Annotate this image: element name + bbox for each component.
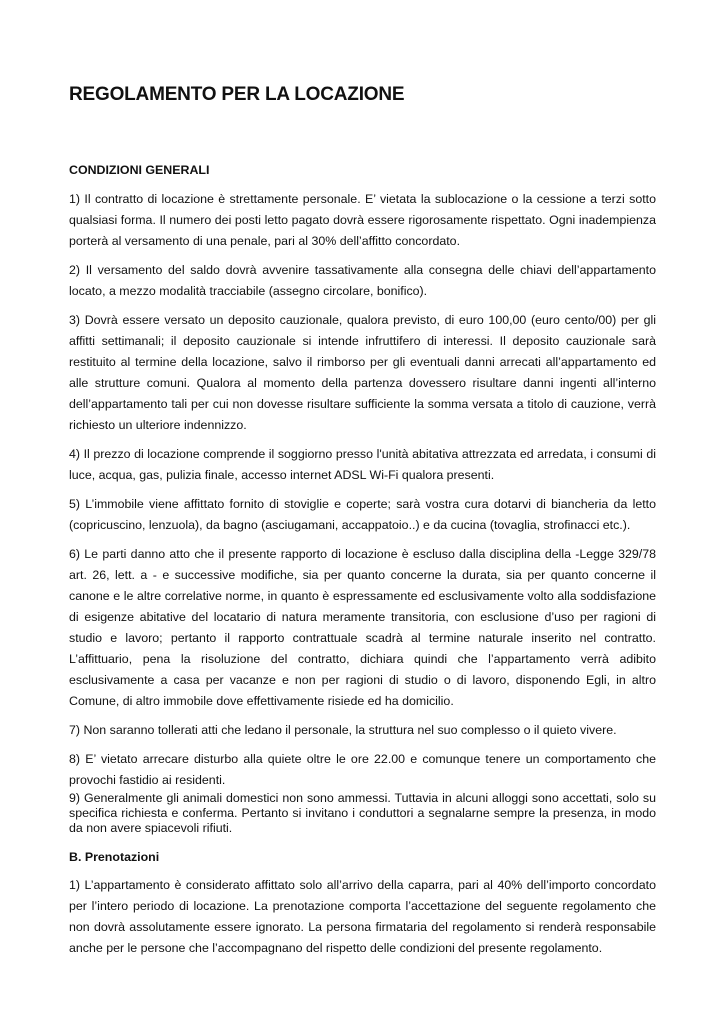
document-body	[69, 84, 656, 967]
paragraph-bookings-1: 1) L’appartamento è considerato affittato solo all’arrivo della caparra, pari al 40% dell’importo concordato per l’intero periodo di locazione. La prenotazione comporta l’accettazione del seguente regolamento che non dovrà assolutamente essere ignorato. La persona firmataria del regolamento si renderà responsabile anche per le persone che l’accompagnano del rispetto delle condizioni del presente regolamento.	[69, 878, 656, 955]
paragraph-general-5: 5) L’immobile viene affittato fornito di stoviglie e coperte; sarà vostra cura dotarvi di biancheria da letto (copricuscino, lenzuola), da bagno (asciugamani, accappatoio..) e da cucina (tovaglia, strofinacci etc.).	[69, 497, 656, 532]
paragraph-general-3: 3) Dovrà essere versato un deposito cauzionale, qualora previsto, di euro 100,00 (euro cento/00) per gli affitti settimanali; il deposito cauzionale si intende infruttifero di interessi. Il deposito cauzionale sarà restituito al termine della locazione, salvo il rimborso per gli eventuali danni arrecati all’appartamento ed alle strutture comuni. Qualora al momento della partenza dovessero risultare danni ingenti all’interno dell’appartamento tali per cui non dovesse risultare sufficiente la somma versata a titolo di cauzione, verrà richiesto un ulteriore indennizzo.	[69, 313, 656, 432]
paragraph-general-2: 2) Il versamento del saldo dovrà avvenire tassativamente alla consegna delle chiavi dell’appartamento locato, a mezzo modalità tracciabile (assegno circolare, bonifico).	[69, 263, 656, 298]
document-title: REGOLAMENTO PER LA LOCAZIONE	[69, 84, 405, 105]
paragraph-general-8: 8) E’ vietato arrecare disturbo alla quiete oltre le ore 22.00 e comunque tenere un comportamento che provochi fastidio ai residenti.	[69, 752, 656, 787]
section-heading-bookings: B. Prenotazioni	[69, 850, 160, 864]
section-heading-general: CONDIZIONI GENERALI	[69, 163, 210, 177]
paragraph-general-6: 6) Le parti danno atto che il presente rapporto di locazione è escluso dalla disciplina della -Legge 329/78 art. 26, lett. a - e successive modifiche, sia per quanto concerne la durata, sia per quanto concerne il canone e le altre correlative norme, in quanto è espressamente ed esclusivamente volto alla soddisfazione di esigenze abitative del locatario di natura meramente transitoria, con esclusione d’uso per ragioni di studio e lavoro; pertanto il rapporto contrattuale scadrà al termine naturale inserito nel contratto. L’affittuario, pena la risoluzione del contratto, dichiara quindi che l’appartamento verrà adibito esclusivamente a casa per vacanze e non per ragioni di studio o di lavoro, disponendo Egli, in altro Comune, di altro immobile dove effettivamente risiede ed ha domicilio.	[69, 547, 656, 708]
paragraph-general-4: 4) Il prezzo di locazione comprende il soggiorno presso l'unità abitativa attrezzata ed arredata, i consumi di luce, acqua, gas, pulizia finale, accesso internet ADSL Wi-Fi qualora presenti.	[69, 447, 656, 482]
paragraph-general-1: 1) Il contratto di locazione è strettamente personale. E’ vietata la sublocazione o la cessione a terzi sotto qualsiasi forma. Il numero dei posti letto pagato dovrà essere rigorosamente rispettato. Ogni inadempienza porterà al versamento di una penale, pari al 30% dell’affitto concordato.	[69, 192, 656, 248]
paragraph-general-9: 9) Generalmente gli animali domestici non sono ammessi. Tuttavia in alcuni alloggi sono accettati, solo su specifica richiesta e conferma. Pertanto si invitano i conduttori a segnalarne sempre la presenza, in modo da non avere spiacevoli rifiuti.	[69, 791, 656, 835]
paragraph-general-7: 7) Non saranno tollerati atti che ledano il personale, la struttura nel suo complesso o il quieto vivere.	[69, 723, 617, 737]
